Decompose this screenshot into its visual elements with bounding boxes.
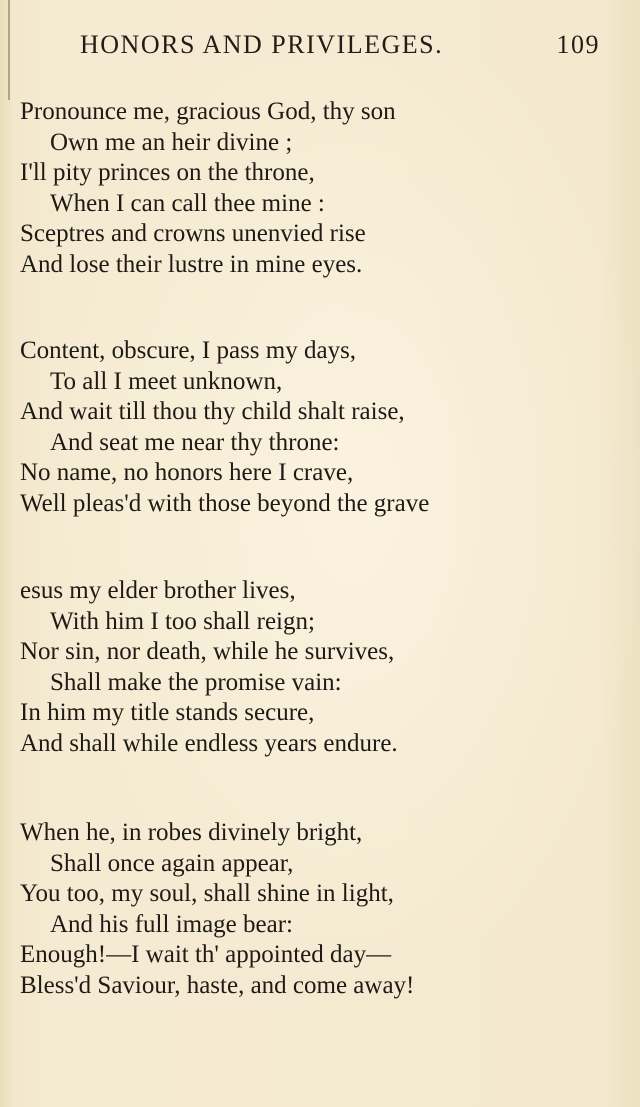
stanza-2	[20, 336, 620, 520]
verse-line: And seat me near thy throne:	[50, 428, 340, 456]
verse-line: Pronounce me, gracious God, thy son	[20, 98, 396, 125]
verse-line: And wait till thou thy child shalt raise,	[20, 398, 405, 426]
verse-line: With him I too shall reign;	[50, 607, 315, 635]
verse-line: You too, my soul, shall shine in light,	[20, 880, 394, 908]
verse-line: Content, obscure, I pass my days,	[20, 337, 357, 364]
verse-line: In him my title stands secure,	[20, 699, 315, 727]
verse-line: Sceptres and crowns unenvied rise	[20, 220, 366, 248]
verse-line: esus my elder brother lives,	[20, 577, 296, 604]
verse-line: I'll pity princes on the throne,	[20, 159, 315, 187]
stanza-4	[20, 818, 620, 1002]
stanza-1	[20, 97, 620, 281]
gutter-line	[8, 0, 10, 100]
verse-line: And lose their lustre in mine eyes.	[20, 250, 363, 278]
running-title: HONORS AND PRIVILEGES.	[80, 30, 444, 59]
verse-line: Well pleas'd with those beyond the grave	[20, 489, 430, 517]
verse-line: And his full image bear:	[50, 910, 293, 938]
verse-line: When I can call thee mine :	[50, 189, 325, 217]
verse-line: Nor sin, nor death, while he survives,	[20, 638, 395, 666]
verse-line: Own me an heir divine ;	[50, 128, 293, 156]
page-header	[80, 30, 600, 70]
verse-line: When he, in robes divinely bright,	[20, 819, 363, 846]
verse-line: Bless'd Saviour, haste, and come away!	[20, 971, 415, 999]
verse-line: No name, no honors here I crave,	[20, 459, 354, 487]
verse-line: Shall make the promise vain:	[50, 668, 342, 696]
page-number: 109	[556, 30, 600, 59]
verse-line: Enough!—I wait th' appointed day—	[20, 941, 392, 969]
stanza-3	[20, 576, 620, 760]
verse-line: And shall while endless years endure.	[20, 729, 398, 757]
verse-line: Shall once again appear,	[50, 849, 294, 877]
verse-line: To all I meet unknown,	[50, 367, 283, 395]
